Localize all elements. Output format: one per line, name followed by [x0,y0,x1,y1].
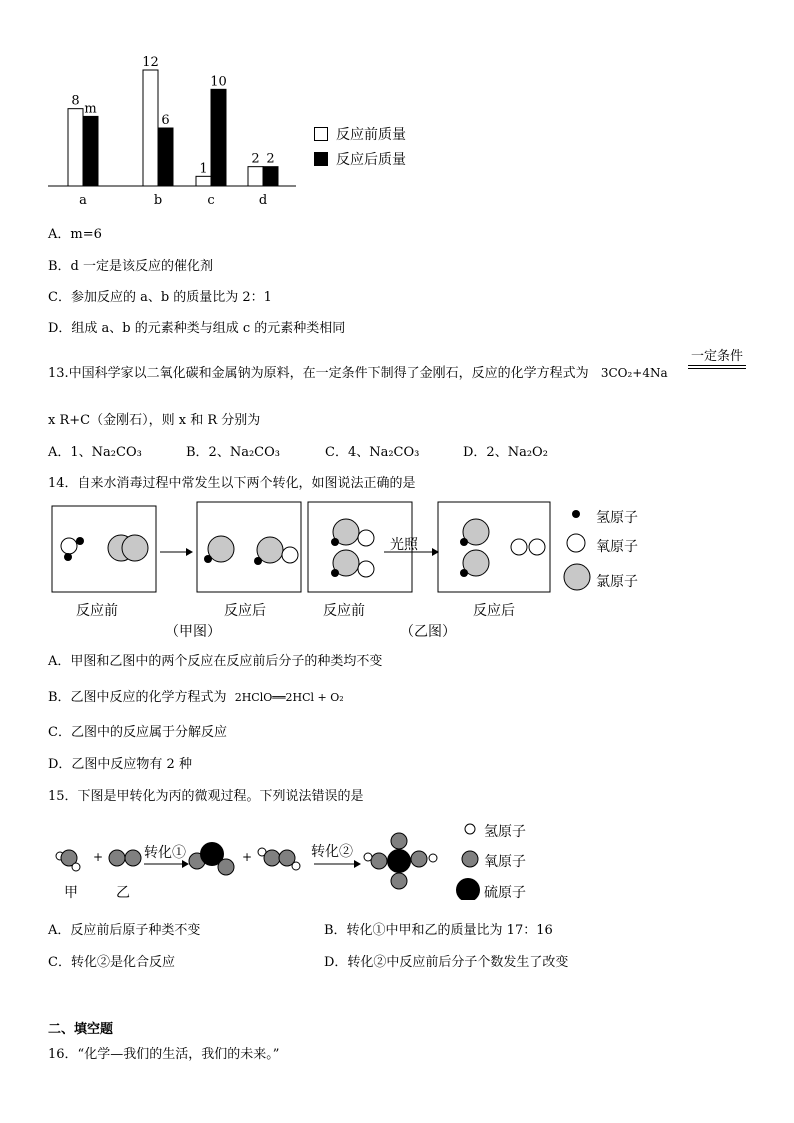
category-label: b [153,193,163,208]
legend-swatch-black [314,152,328,166]
legend-oxygen-icon [462,851,478,867]
q13-option-c[interactable]: C．4、Na₂CO₃ [325,445,420,460]
bar-a-before [68,109,83,186]
q13-option-a[interactable]: A．1、Na₂CO₃ [48,445,142,460]
legend-label-before: 反应前质量 [336,127,406,143]
legend-oxygen: 氧原子 [596,539,638,555]
q13-condition: 一定条件 [690,349,743,364]
q14-option-b-text: B．乙图中反应的化学方程式为 [48,690,227,705]
q13-option-d[interactable]: D．2、Na₂O₂ [463,445,548,460]
section-title: 二、填空题 [48,1022,114,1037]
hydrogen-atom [204,555,212,563]
q12-option-a[interactable]: A．m=6 [48,227,102,242]
bar-value-label: 10 [210,74,227,90]
hydrogen-atom [254,557,262,565]
oxygen-atom [411,851,427,867]
hydrogen-atom [64,553,72,561]
bar-d-before [248,167,263,186]
legend-hydrogen-icon [572,510,580,518]
light-label: 光照 [390,537,418,553]
q15-stem: 15．下图是甲转化为丙的微观过程。下列说法错误的是 [48,789,364,804]
label-jia: 甲 [64,885,78,901]
legend-chlorine-icon [564,564,590,590]
arrow-head-icon [354,860,361,868]
q15-option-a[interactable]: A．反应前后原子种类不变 [48,923,201,938]
q13-condition-arrow [688,350,746,369]
q14-option-d[interactable]: D．乙图中反应物有 2 种 [48,757,192,772]
bar-value-label: m [84,101,97,117]
legend-item-before [314,124,406,144]
q14-option-b[interactable] [48,686,344,705]
q16-stem: 16．“化学—我们的生活，我们的未来。” [48,1047,280,1062]
bar-value-label: 1 [199,161,208,177]
legend-oxygen: 氧原子 [484,854,526,870]
category-label: d [258,193,268,208]
oxygen-atom [529,539,545,555]
q15-option-b[interactable]: B．转化①中甲和乙的质量比为 17：16 [324,923,553,938]
oxygen-atom [391,873,407,889]
q12-option-c[interactable]: C．参加反应的 a、b 的质量比为 2：1 [48,290,272,305]
q13-stem-text: 13.中国科学家以二氧化碳和金属钠为原料，在一定条件下制得了金刚石，反应的化学方程式为 [48,366,589,381]
figure-jia-caption: （甲图） [165,624,221,640]
oxygen-atom [218,859,234,875]
oxygen-atom [511,539,527,555]
bar-c-after [211,89,226,186]
label-jia-after: 反应后 [224,603,266,619]
hydrogen-atom [292,862,300,870]
q15-option-c[interactable]: C．转化②是化合反应 [48,955,175,970]
legend-sulfur: 硫原子 [484,885,526,901]
oxygen-atom [61,538,77,554]
legend-label-after: 反应后质量 [336,152,406,168]
q12-option-d[interactable]: D．组成 a、b 的元素种类与组成 c 的元素种类相同 [48,321,346,336]
oxygen-atom [282,547,298,563]
bar-b-before [143,70,158,186]
figure-yi-caption: （乙图） [400,624,456,640]
conversion-2-label: 转化② [311,844,353,860]
legend-hydrogen-icon [465,824,475,834]
q14-option-c[interactable]: C．乙图中的反应属于分解反应 [48,725,227,740]
hydrogen-atom [331,569,339,577]
q13-equation-left: 3CO₂+4Na [600,366,668,380]
legend-sulfur-icon [456,878,480,900]
conversion-1-label: 转化① [144,845,186,861]
bar-value-label: 2 [251,151,260,167]
hydrogen-atom [76,537,84,545]
q14-option-a[interactable]: A．甲图和乙图中的两个反应在反应前后分子的种类均不变 [48,654,383,669]
q13-option-b[interactable]: B．2、Na₂CO₃ [186,445,280,460]
label-yi: 乙 [116,885,130,901]
bar-value-label: 6 [161,113,170,128]
plus-sign: + [93,850,104,864]
bar-value-label: 8 [71,93,80,109]
q14-stem: 14．自来水消毒过程中常发生以下两个转化，如图说法正确的是 [48,476,416,491]
chlorine-atom [208,536,234,562]
legend-item-after [314,149,406,169]
oxygen-atom [358,530,374,546]
chlorine-atom [122,535,148,561]
bar-c-before [196,176,211,186]
hydrogen-atom [364,853,372,861]
sulfur-atom [387,849,411,873]
q12-option-b[interactable]: B．d 一定是该反应的催化剂 [48,259,214,274]
q13-stem-continued: x R+C（金刚石），则 x 和 R 分别为 [48,413,261,428]
bar-a-after [83,116,98,186]
bar-value-label: 12 [142,55,159,70]
label-yi-after: 反应后 [473,603,515,619]
oxygen-atom [125,850,141,866]
oxygen-atom [371,853,387,869]
plus-sign: + [242,850,253,864]
legend-hydrogen: 氢原子 [484,824,526,840]
label-jia-before: 反应前 [76,603,118,619]
category-label: c [207,193,215,208]
oxygen-atom [109,850,125,866]
legend-hydrogen: 氢原子 [596,510,638,526]
hydrogen-atom [331,538,339,546]
hydrogen-atom [460,569,468,577]
legend-chlorine: 氯原子 [596,574,638,590]
oxygen-atom [264,850,280,866]
q15-option-d[interactable]: D．转化②中反应前后分子个数发生了改变 [324,955,569,970]
label-yi-before: 反应前 [323,603,365,619]
oxygen-atom [391,833,407,849]
q14-diagram [48,498,648,643]
bar-d-after [263,167,278,186]
q14-option-b-equation: 2HClO══2HCl + O₂ [234,691,344,704]
arrow-head-icon [186,548,193,556]
legend-oxygen-icon [567,534,585,552]
hydrogen-atom [429,854,437,862]
hydrogen-atom [72,863,80,871]
legend-swatch-white [314,127,328,141]
bar-b-after [158,128,173,186]
q13-stem [48,362,668,381]
category-label: a [79,193,87,208]
bar-value-label: 2 [266,151,275,167]
hydrogen-atom [460,538,468,546]
oxygen-atom [358,561,374,577]
double-line-icon [688,365,746,369]
